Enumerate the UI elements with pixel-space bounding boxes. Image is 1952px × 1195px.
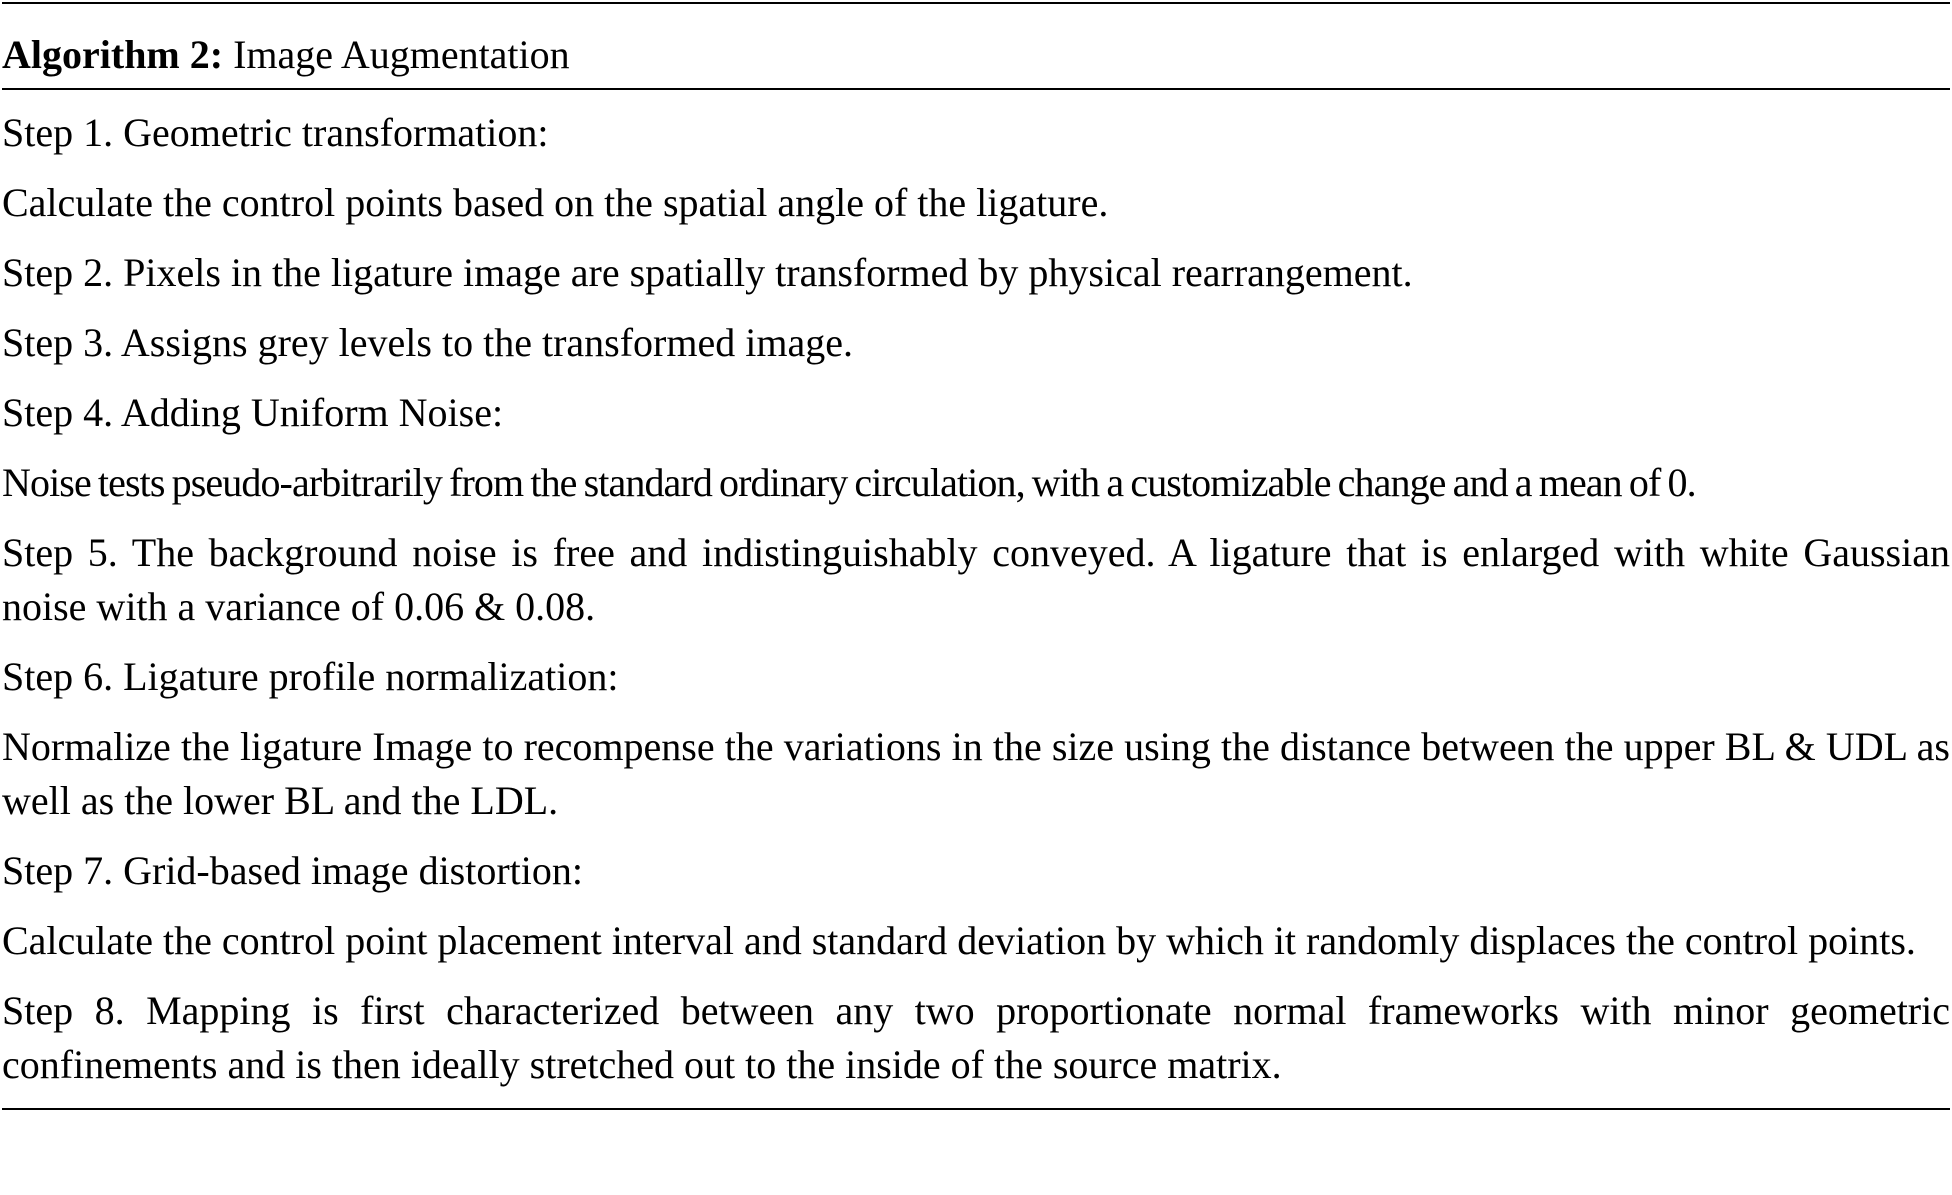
algorithm-body xyxy=(2,90,1950,1092)
algorithm-box xyxy=(0,2,1952,1110)
step-6-detail: Normalize the ligature Image to recompense the variations in the size using the distance between the upper BL & UDL as well as the lower BL and the LDL. xyxy=(2,724,1950,823)
algorithm-header xyxy=(2,4,1950,88)
step-3: Step 3. Assigns grey levels to the transformed image. xyxy=(2,320,853,365)
step-1-detail: Calculate the control points based on the spatial angle of the ligature. xyxy=(2,180,1109,225)
step-4: Step 4. Adding Uniform Noise: xyxy=(2,390,504,435)
step-5: Step 5. The background noise is free and indistinguishably conveyed. A ligature that is enlarged with white Gaussian noise with a variance of 0.06 & 0.08. xyxy=(2,530,1950,629)
step-4-detail: Noise tests pseudo-arbitrarily from the standard ordinary circulation, with a customizable change and a mean of 0. xyxy=(2,460,1696,505)
step-7: Step 7. Grid-based image distortion: xyxy=(2,848,584,893)
step-7-detail: Calculate the control point placement interval and standard deviation by which it randomly displaces the control points. xyxy=(2,918,1916,963)
bottom-rule xyxy=(2,1108,1950,1110)
step-2: Step 2. Pixels in the ligature image are spatially transformed by physical rearrangement. xyxy=(2,250,1413,295)
algorithm-title: Image Augmentation xyxy=(233,32,570,77)
step-1: Step 1. Geometric transformation: xyxy=(2,110,549,155)
step-6: Step 6. Ligature profile normalization: xyxy=(2,654,619,699)
step-8: Step 8. Mapping is first characterized between any two proportionate normal frameworks with minor geometric confinements and is then ideally stretched out to the inside of the source matrix. xyxy=(2,988,1950,1087)
algorithm-label: Algorithm 2: xyxy=(2,32,224,77)
